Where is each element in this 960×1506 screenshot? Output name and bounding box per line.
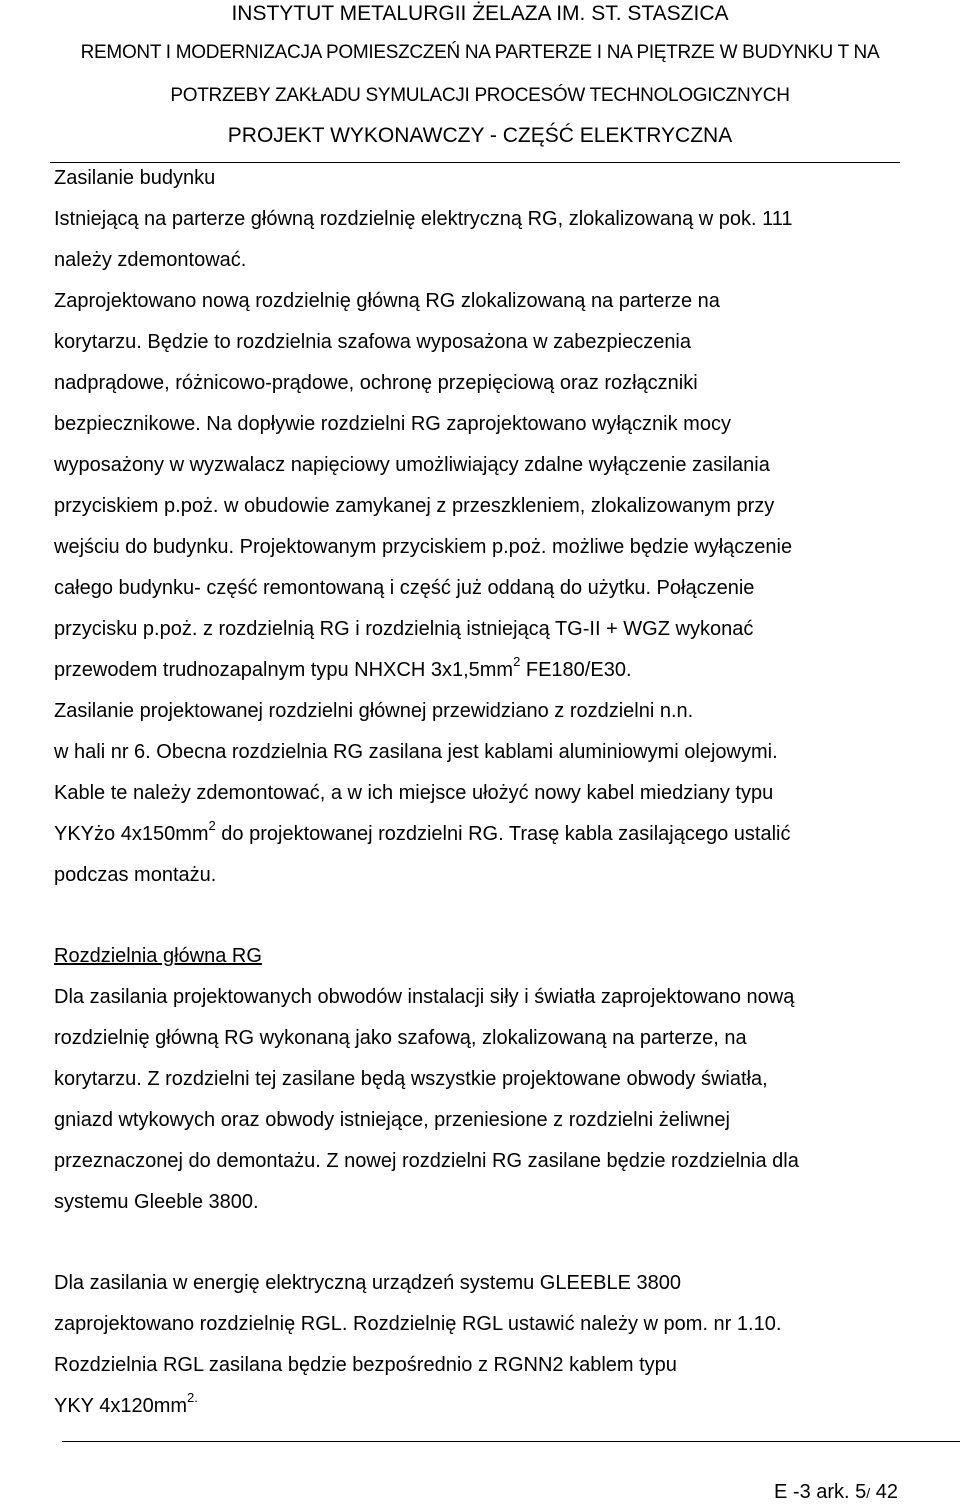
paragraph-line: przycisku p.poż. z rozdzielnią RG i rozdzielnią istniejącą TG-II + WGZ wykonać (54, 618, 754, 640)
superscript: 2 (513, 654, 521, 670)
paragraph-line: podczas montażu. (54, 864, 217, 886)
header-project-title: REMONT I MODERNIZACJA POMIESZCZEŃ NA PARTERZE I NA PIĘTRZE W BUDYNKU T NA (80, 42, 880, 63)
paragraph-line: wyposażony w wyzwalacz napięciowy umożliwiający zdalne wyłączenie zasilania (54, 454, 770, 476)
paragraph-line: przyciskiem p.poż. w obudowie zamykanej z przeszkleniem, zlokalizowanym przy (54, 495, 775, 517)
paragraph-line-yky (54, 1390, 198, 1418)
footer-divider (62, 1441, 960, 1442)
section-heading-power-supply: Zasilanie budynku (54, 167, 216, 189)
paragraph-line: nadprądowe, różnicowo-prądowe, ochronę przepięciową oraz rozłączniki (54, 372, 698, 394)
paragraph-line: systemu Gleeble 3800. (54, 1191, 259, 1213)
paragraph-line: zaprojektowano rozdzielnię RGL. Rozdzielnię RGL ustawić należy w pom. nr 1.10. (54, 1313, 782, 1335)
cable-spec-suffix: FE180/E30. (520, 659, 632, 681)
header-divider (50, 162, 900, 163)
paragraph-line: wejściu do budynku. Projektowanym przyciskiem p.poż. możliwe będzie wyłączenie (54, 536, 793, 558)
paragraph-line: Istniejącą na parterze główną rozdzielnię elektryczną RG, zlokalizowaną w pok. 111 (54, 208, 793, 230)
cable-type-text: YKY 4x120mm (54, 1395, 188, 1417)
cable-type-suffix: do projektowanej rozdzielni RG. Trasę kabla zasilającego ustalić (215, 823, 791, 845)
paragraph-line: Dla zasilania w energię elektryczną urządzeń systemu GLEEBLE 3800 (54, 1272, 681, 1294)
superscript: 2 (208, 818, 216, 834)
paragraph-line: bezpiecznikowe. Na dopływie rozdzielni RG zaprojektowano wyłącznik mocy (54, 413, 731, 435)
cable-type-text: YKYżo 4x150mm (54, 823, 209, 845)
page-number-prefix: E -3 ark. 5 (774, 1481, 867, 1503)
page-number (774, 1481, 898, 1504)
paragraph-line-ykyzo (54, 818, 791, 846)
header-document-type: PROJEKT WYKONAWCZY - CZĘŚĆ ELEKTRYCZNA (227, 124, 733, 147)
paragraph-line: gniazd wtykowych oraz obwody istniejące, przeniesione z rozdzielni żeliwnej (54, 1109, 730, 1131)
superscript: 2. (187, 1390, 198, 1406)
paragraph-line: Dla zasilania projektowanych obwodów instalacji siły i światła zaprojektowano nową (54, 986, 795, 1008)
paragraph-line: w hali nr 6. Obecna rozdzielnia RG zasilana jest kablami aluminiowymi olejowymi. (54, 741, 778, 763)
header-institute: INSTYTUT METALURGII ŻELAZA IM. ST. STASZICA (231, 2, 729, 25)
paragraph-line: całego budynku- część remontowaną i część już oddaną do użytku. Połączenie (54, 577, 755, 599)
paragraph-line: Zasilanie projektowanej rozdzielni głównej przewidziano z rozdzielni n.n. (54, 700, 694, 722)
paragraph-line: rozdzielnię główną RG wykonaną jako szafową, zlokalizowaną na parterze, na (54, 1027, 747, 1049)
header-project-subtitle: POTRZEBY ZAKŁADU SYMULACJI PROCESÓW TECHNOLOGICZNYCH (170, 85, 790, 106)
cable-spec-text: przewodem trudnozapalnym typu NHXCH 3x1,5mm (54, 659, 514, 681)
page-number-total: 42 (870, 1481, 898, 1503)
paragraph-line: korytarzu. Będzie to rozdzielnia szafowa wyposażona w zabezpieczenia (54, 331, 692, 353)
paragraph-line: Zaprojektowano nową rozdzielnię główną RG zlokalizowaną na parterze na (54, 290, 720, 312)
paragraph-line-cable-spec (54, 654, 632, 682)
section-heading-main-switchboard: Rozdzielnia główna RG (54, 945, 262, 967)
paragraph-line: korytarzu. Z rozdzielni tej zasilane będą wszystkie projektowane obwody światła, (54, 1068, 768, 1090)
page-number-slash: / (866, 1485, 871, 1501)
paragraph-line: przeznaczonej do demontażu. Z nowej rozdzielni RG zasilane będzie rozdzielnia dla (54, 1150, 799, 1172)
paragraph-line: należy zdemontować. (54, 249, 247, 271)
paragraph-line: Kable te należy zdemontować, a w ich miejsce ułożyć nowy kabel miedziany typu (54, 782, 774, 804)
paragraph-line: Rozdzielnia RGL zasilana będzie bezpośrednio z RGNN2 kablem typu (54, 1354, 677, 1376)
